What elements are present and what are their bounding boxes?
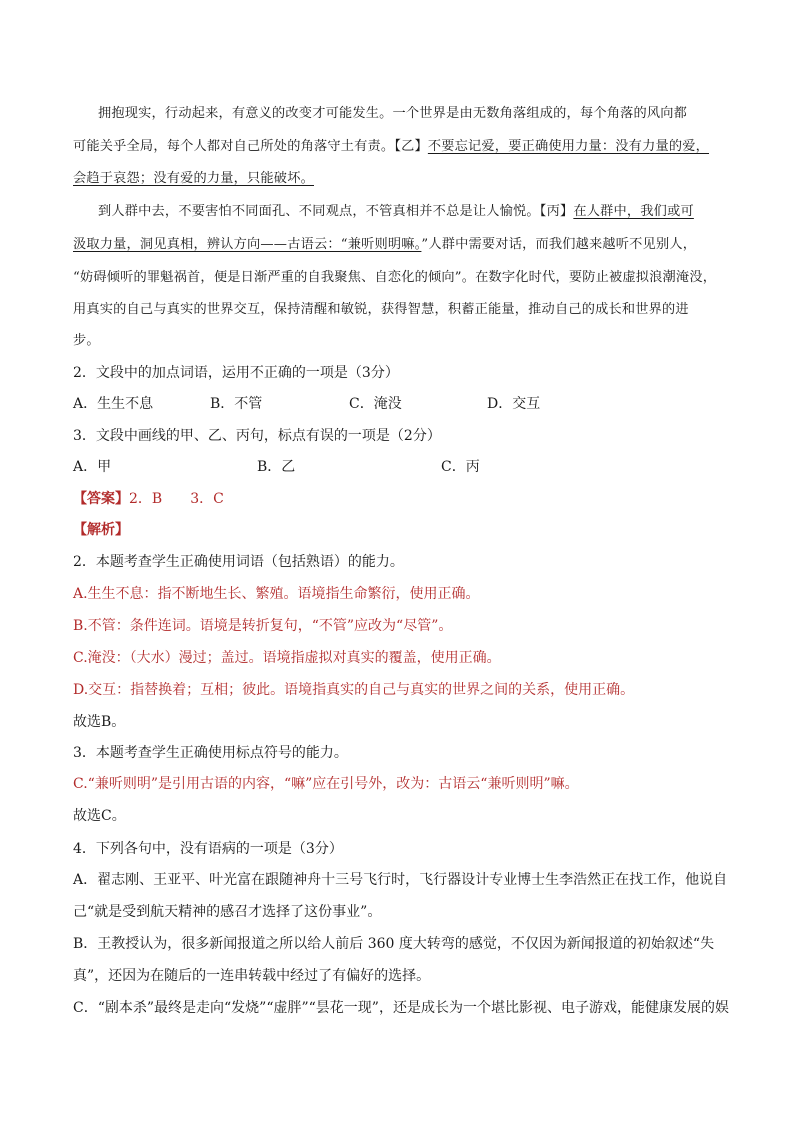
question-4-option-b-line2: 真”，还因为在随后的一连串转载中经过了有偏好的选择。 bbox=[73, 968, 431, 984]
analysis-q3-intro: 3．本题考查学生正确使用标点符号的能力。 bbox=[73, 745, 348, 761]
analysis-q2-conclusion: 故选B。 bbox=[73, 714, 126, 730]
question-2-option-a: A．生生不息 bbox=[73, 396, 154, 412]
passage-p2-line3: “妨碍倾听的罪魁祸首，便是日渐严重的自我聚焦、自恋化的倾向”。在数字化时代，要防止被虚拟浪潮淹没， bbox=[73, 270, 717, 285]
passage-p1-line1: 拥抱现实，行动起来，有意义的改变才可能发生。一个世界是由无数角落组成的，每个角落的风向都 bbox=[98, 106, 688, 121]
analysis-q3-option-c: C.“兼听则明”是引用古语的内容，“嘛”应在引号外，改为：古语云“兼听则明”嘛。 bbox=[73, 776, 579, 792]
passage-p2-line4: 用真实的自己与真实的世界交互，保持清醒和敏锐，获得智慧，积蓄正能量，推动自己的成长和世界的进 bbox=[73, 302, 689, 317]
analysis-q2-option-b: B.不管：条件连词。语境是转折复句，“不管”应改为“尽管”。 bbox=[73, 618, 453, 634]
question-4-option-a-line1: A．翟志刚、王亚平、叶光富在跟随神舟十三号飞行时，飞行器设计专业博士生李浩然正在找工作，他说自 bbox=[73, 872, 728, 888]
analysis-label: 【解析】 bbox=[73, 522, 129, 538]
question-2-option-b: B．不管 bbox=[210, 396, 263, 412]
underlined-sentence-bing-cont: 汲取力量，洞见真相，辨认方向——古语云：“兼听则明嘛。 bbox=[73, 237, 422, 252]
question-3-option-c: C．丙 bbox=[441, 459, 480, 475]
question-3-option-b: B．乙 bbox=[257, 459, 296, 475]
analysis-q2-intro: 2．本题考查学生正确使用词语（包括熟语）的能力。 bbox=[73, 554, 404, 570]
question-2-option-d: D．交互 bbox=[487, 396, 541, 412]
question-2-stem: 2．文段中的加点词语，运用不正确的一项是（3分） bbox=[73, 365, 399, 381]
analysis-q2-option-d: D.交互：指替换着；互相；彼此。语境指真实的自己与真实的世界之间的关系，使用正确。 bbox=[73, 682, 635, 698]
passage-p2-line1 bbox=[98, 200, 694, 219]
passage-p1-line3-underlined: 会趋于哀怨；没有爱的力量，只能破坏。 bbox=[73, 171, 314, 186]
passage-p1-line2 bbox=[73, 135, 709, 154]
passage-p2-line2 bbox=[73, 233, 696, 252]
passage-p2-line5: 步。 bbox=[73, 333, 100, 348]
passage-p1-line2-text: 可能关乎全局，每个人都对自己所处的角落守土有责。【乙】 bbox=[73, 139, 428, 154]
question-4-option-a-line2: 己“就是受到航天精神的感召才选择了这份事业”。 bbox=[73, 904, 382, 920]
analysis-q3-conclusion: 故选C。 bbox=[73, 808, 126, 824]
answer-line bbox=[73, 488, 224, 508]
question-4-stem: 4．下列各句中，没有语病的一项是（3分） bbox=[73, 841, 343, 857]
answer-label: 【答案】 bbox=[73, 491, 129, 507]
passage-p2-line1-text: 到人群中去，不要害怕不同面孔、不同观点，不管真相并不总是让人愉悦。【丙】 bbox=[98, 204, 574, 219]
question-3-stem: 3．文段中画线的甲、乙、丙句，标点有误的一项是（2分） bbox=[73, 428, 441, 444]
question-4-option-b-line1: B．王教授认为，很多新闻报道之所以给人前后 360 度大转弯的感觉，不仅因为新闻报道的初始叙述“失 bbox=[73, 936, 715, 952]
passage-p2-line2-text: ”人群中需要对话，而我们越来越听不见别人， bbox=[421, 237, 697, 252]
analysis-q2-option-c: C.淹没：（大水）漫过；盖过。语境指虚拟对真实的覆盖，使用正确。 bbox=[73, 650, 501, 666]
answer-text: 2．B 3．C bbox=[129, 491, 224, 507]
question-4-option-c-line1: C．“剧本杀”最终是走向“发烧”“虚胖”“昙花一现”，还是成长为一个堪比影视、电子游戏，能健康发展的娱 bbox=[73, 1000, 729, 1016]
question-2-option-c: C．淹没 bbox=[349, 396, 402, 412]
question-3-option-a: A．甲 bbox=[73, 459, 112, 475]
underlined-sentence-bing: 在人群中，我们或可 bbox=[573, 204, 694, 219]
underlined-sentence-yi: 不要忘记爱，要正确使用力量：没有力量的爱， bbox=[427, 139, 710, 154]
analysis-q2-option-a: A.生生不息：指不断地生长、繁殖。语境指生命繁衍，使用正确。 bbox=[73, 586, 480, 602]
